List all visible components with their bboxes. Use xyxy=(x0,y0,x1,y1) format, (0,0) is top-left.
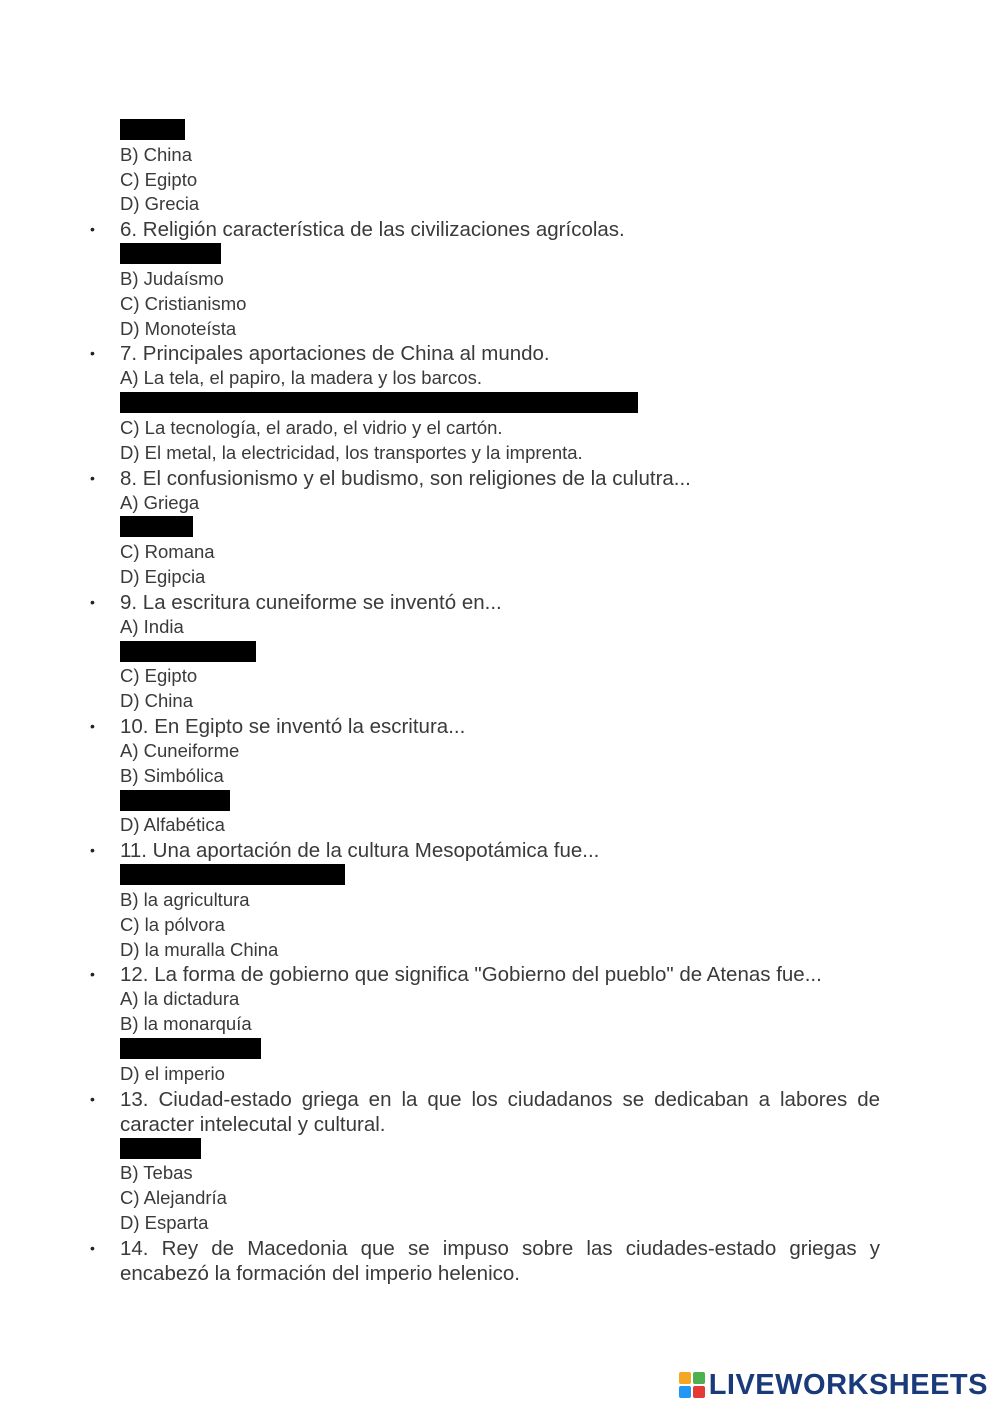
answer-option-label: A) La tela, el papiro, la madera y los barcos. xyxy=(120,367,482,389)
bullet-icon: • xyxy=(90,469,95,486)
answer-option[interactable] xyxy=(120,615,1000,640)
answer-option[interactable] xyxy=(120,1062,1000,1087)
answer-option-label: C) la democracia xyxy=(120,1037,260,1059)
answer-option-selected[interactable] xyxy=(120,1137,1000,1162)
answer-option[interactable] xyxy=(120,1211,1000,1236)
answer-option[interactable] xyxy=(120,1161,1000,1186)
answer-option-label: C) Romana xyxy=(120,541,215,563)
answer-option-label: D) Monoteísta xyxy=(120,317,237,339)
answer-option-label: A) el código de Hammurabi xyxy=(120,864,345,886)
answer-option[interactable] xyxy=(120,317,1000,342)
answer-option[interactable] xyxy=(120,441,1000,466)
answer-option-label: C) La tecnología, el arado, el vidrio y el cartón. xyxy=(120,416,503,438)
question-text: 13. Ciudad-estado griega en la que los ciudadanos se dedicaban a labores de caracter intelecutal y cultural. xyxy=(120,1087,880,1136)
bullet-icon: • xyxy=(90,842,95,859)
answer-option[interactable] xyxy=(120,168,1000,193)
brand-footer xyxy=(679,1368,988,1402)
answer-option[interactable] xyxy=(120,664,1000,689)
logo-square-4 xyxy=(693,1386,705,1398)
logo-square-3 xyxy=(679,1386,691,1398)
answer-option-label: C) Egipto xyxy=(120,168,198,190)
answer-option-label: C) Cristianismo xyxy=(120,292,247,314)
answer-option-label: D) Grecia xyxy=(120,193,200,215)
question-text: 8. El confusionismo y el budismo, son religiones de la culutra... xyxy=(120,466,691,490)
answer-option[interactable] xyxy=(120,292,1000,317)
answer-option-label: B) Simbólica xyxy=(120,764,224,786)
bullet-icon: • xyxy=(90,1239,95,1256)
answer-option-selected[interactable] xyxy=(120,863,1000,888)
answer-option[interactable] xyxy=(120,1186,1000,1211)
answer-option-label: A) India xyxy=(120,615,184,637)
answer-option-label: B) China xyxy=(120,143,192,165)
answer-option[interactable] xyxy=(120,938,1000,963)
answer-option-label: B) la agricultura xyxy=(120,888,250,910)
answer-option-label: B) China xyxy=(120,516,192,538)
answer-option-label: B) La pólvora, la Gran Muralla, el papel, la seda y la porcelana. xyxy=(120,392,638,414)
question-text: 14. Rey de Macedonia que se impuso sobre las ciudades-estado griegas y encabezó la formación del imperio helenico. xyxy=(120,1236,880,1285)
liveworksheets-logo-icon xyxy=(679,1372,705,1398)
worksheet-content xyxy=(0,118,1000,1286)
question-text: 6. Religión característica de las civilizaciones agrícolas. xyxy=(120,218,625,242)
answer-option-label: B) Judaísmo xyxy=(120,267,224,289)
answer-option-selected[interactable] xyxy=(120,391,1000,416)
answer-option-label: B) la monarquía xyxy=(120,1013,252,1035)
bullet-icon: • xyxy=(90,1090,95,1107)
bullet-icon: • xyxy=(90,221,95,238)
answer-option-selected[interactable] xyxy=(120,789,1000,814)
answer-option[interactable] xyxy=(120,416,1000,441)
answer-option[interactable] xyxy=(120,267,1000,292)
brand-name: LIVEWORKSHEETS xyxy=(708,1368,988,1401)
answer-option-label: D) Esparta xyxy=(120,1211,209,1233)
question-text: 7. Principales aportaciones de China al mundo. xyxy=(120,342,550,366)
answer-option[interactable] xyxy=(120,192,1000,217)
answer-option-label: A) Atenas xyxy=(120,1137,201,1159)
answer-option-label: D) China xyxy=(120,690,193,712)
answer-option[interactable] xyxy=(120,491,1000,516)
answer-option-selected[interactable] xyxy=(120,515,1000,540)
answer-option-label: C) Egipto xyxy=(120,665,198,687)
question-item xyxy=(90,1236,880,1286)
question-item xyxy=(90,341,880,366)
answer-option-label: D) Egipcia xyxy=(120,565,206,587)
bullet-icon: • xyxy=(90,717,95,734)
question-item xyxy=(90,590,880,615)
answer-option-label: A) la dictadura xyxy=(120,988,240,1010)
answer-option[interactable] xyxy=(120,565,1000,590)
answer-option-selected[interactable] xyxy=(120,1037,1000,1062)
answer-option-selected[interactable] xyxy=(120,242,1000,267)
bullet-icon: • xyxy=(90,966,95,983)
bullet-icon: • xyxy=(90,593,95,610)
question-text: 10. En Egipto se inventó la escritura... xyxy=(120,714,466,738)
question-item xyxy=(90,217,880,242)
answer-option[interactable] xyxy=(120,764,1000,789)
answer-option-label: B) Tebas xyxy=(120,1162,193,1184)
answer-option-label: C) la pólvora xyxy=(120,913,225,935)
answer-option-label: A) Politeísta xyxy=(120,243,220,265)
question-item xyxy=(90,962,880,987)
answer-option-label: A) Griega xyxy=(120,491,200,513)
answer-option[interactable] xyxy=(120,987,1000,1012)
answer-option-selected[interactable] xyxy=(120,640,1000,665)
answer-option-label: D) Alfabética xyxy=(120,814,225,836)
logo-square-1 xyxy=(679,1372,691,1384)
answer-option-label: A) India xyxy=(120,119,184,140)
answer-option-label: B) Mesopotamia xyxy=(120,640,255,662)
question-item xyxy=(90,466,880,491)
question-text: 9. La escritura cuneiforme se inventó en... xyxy=(120,590,502,614)
answer-option[interactable] xyxy=(120,540,1000,565)
answer-option[interactable] xyxy=(120,366,1000,391)
question-item xyxy=(90,714,880,739)
bullet-icon: • xyxy=(90,345,95,362)
answer-option[interactable] xyxy=(120,1012,1000,1037)
question-item xyxy=(90,838,880,863)
question-item xyxy=(90,1087,880,1137)
answer-option-label: C) Alejandría xyxy=(120,1187,227,1209)
answer-option[interactable] xyxy=(120,739,1000,764)
answer-option[interactable] xyxy=(120,689,1000,714)
answer-option-selected[interactable] xyxy=(120,118,1000,143)
answer-option-label: A) Cuneiforme xyxy=(120,739,240,761)
answer-option[interactable] xyxy=(120,143,1000,168)
answer-option-label: D) la muralla China xyxy=(120,938,279,960)
answer-option-label: C) Jeroglífica xyxy=(120,789,229,811)
answer-option-label: D) el imperio xyxy=(120,1062,225,1084)
answer-option[interactable] xyxy=(120,888,1000,913)
answer-option[interactable] xyxy=(120,813,1000,838)
answer-option[interactable] xyxy=(120,913,1000,938)
answer-option-label: D) El metal, la electricidad, los transportes y la imprenta. xyxy=(120,441,583,463)
logo-square-2 xyxy=(693,1372,705,1384)
question-text: 11. Una aportación de la cultura Mesopotámica fue... xyxy=(120,839,600,863)
question-text: 12. La forma de gobierno que significa "Gobierno del pueblo" de Atenas fue... xyxy=(120,963,822,987)
